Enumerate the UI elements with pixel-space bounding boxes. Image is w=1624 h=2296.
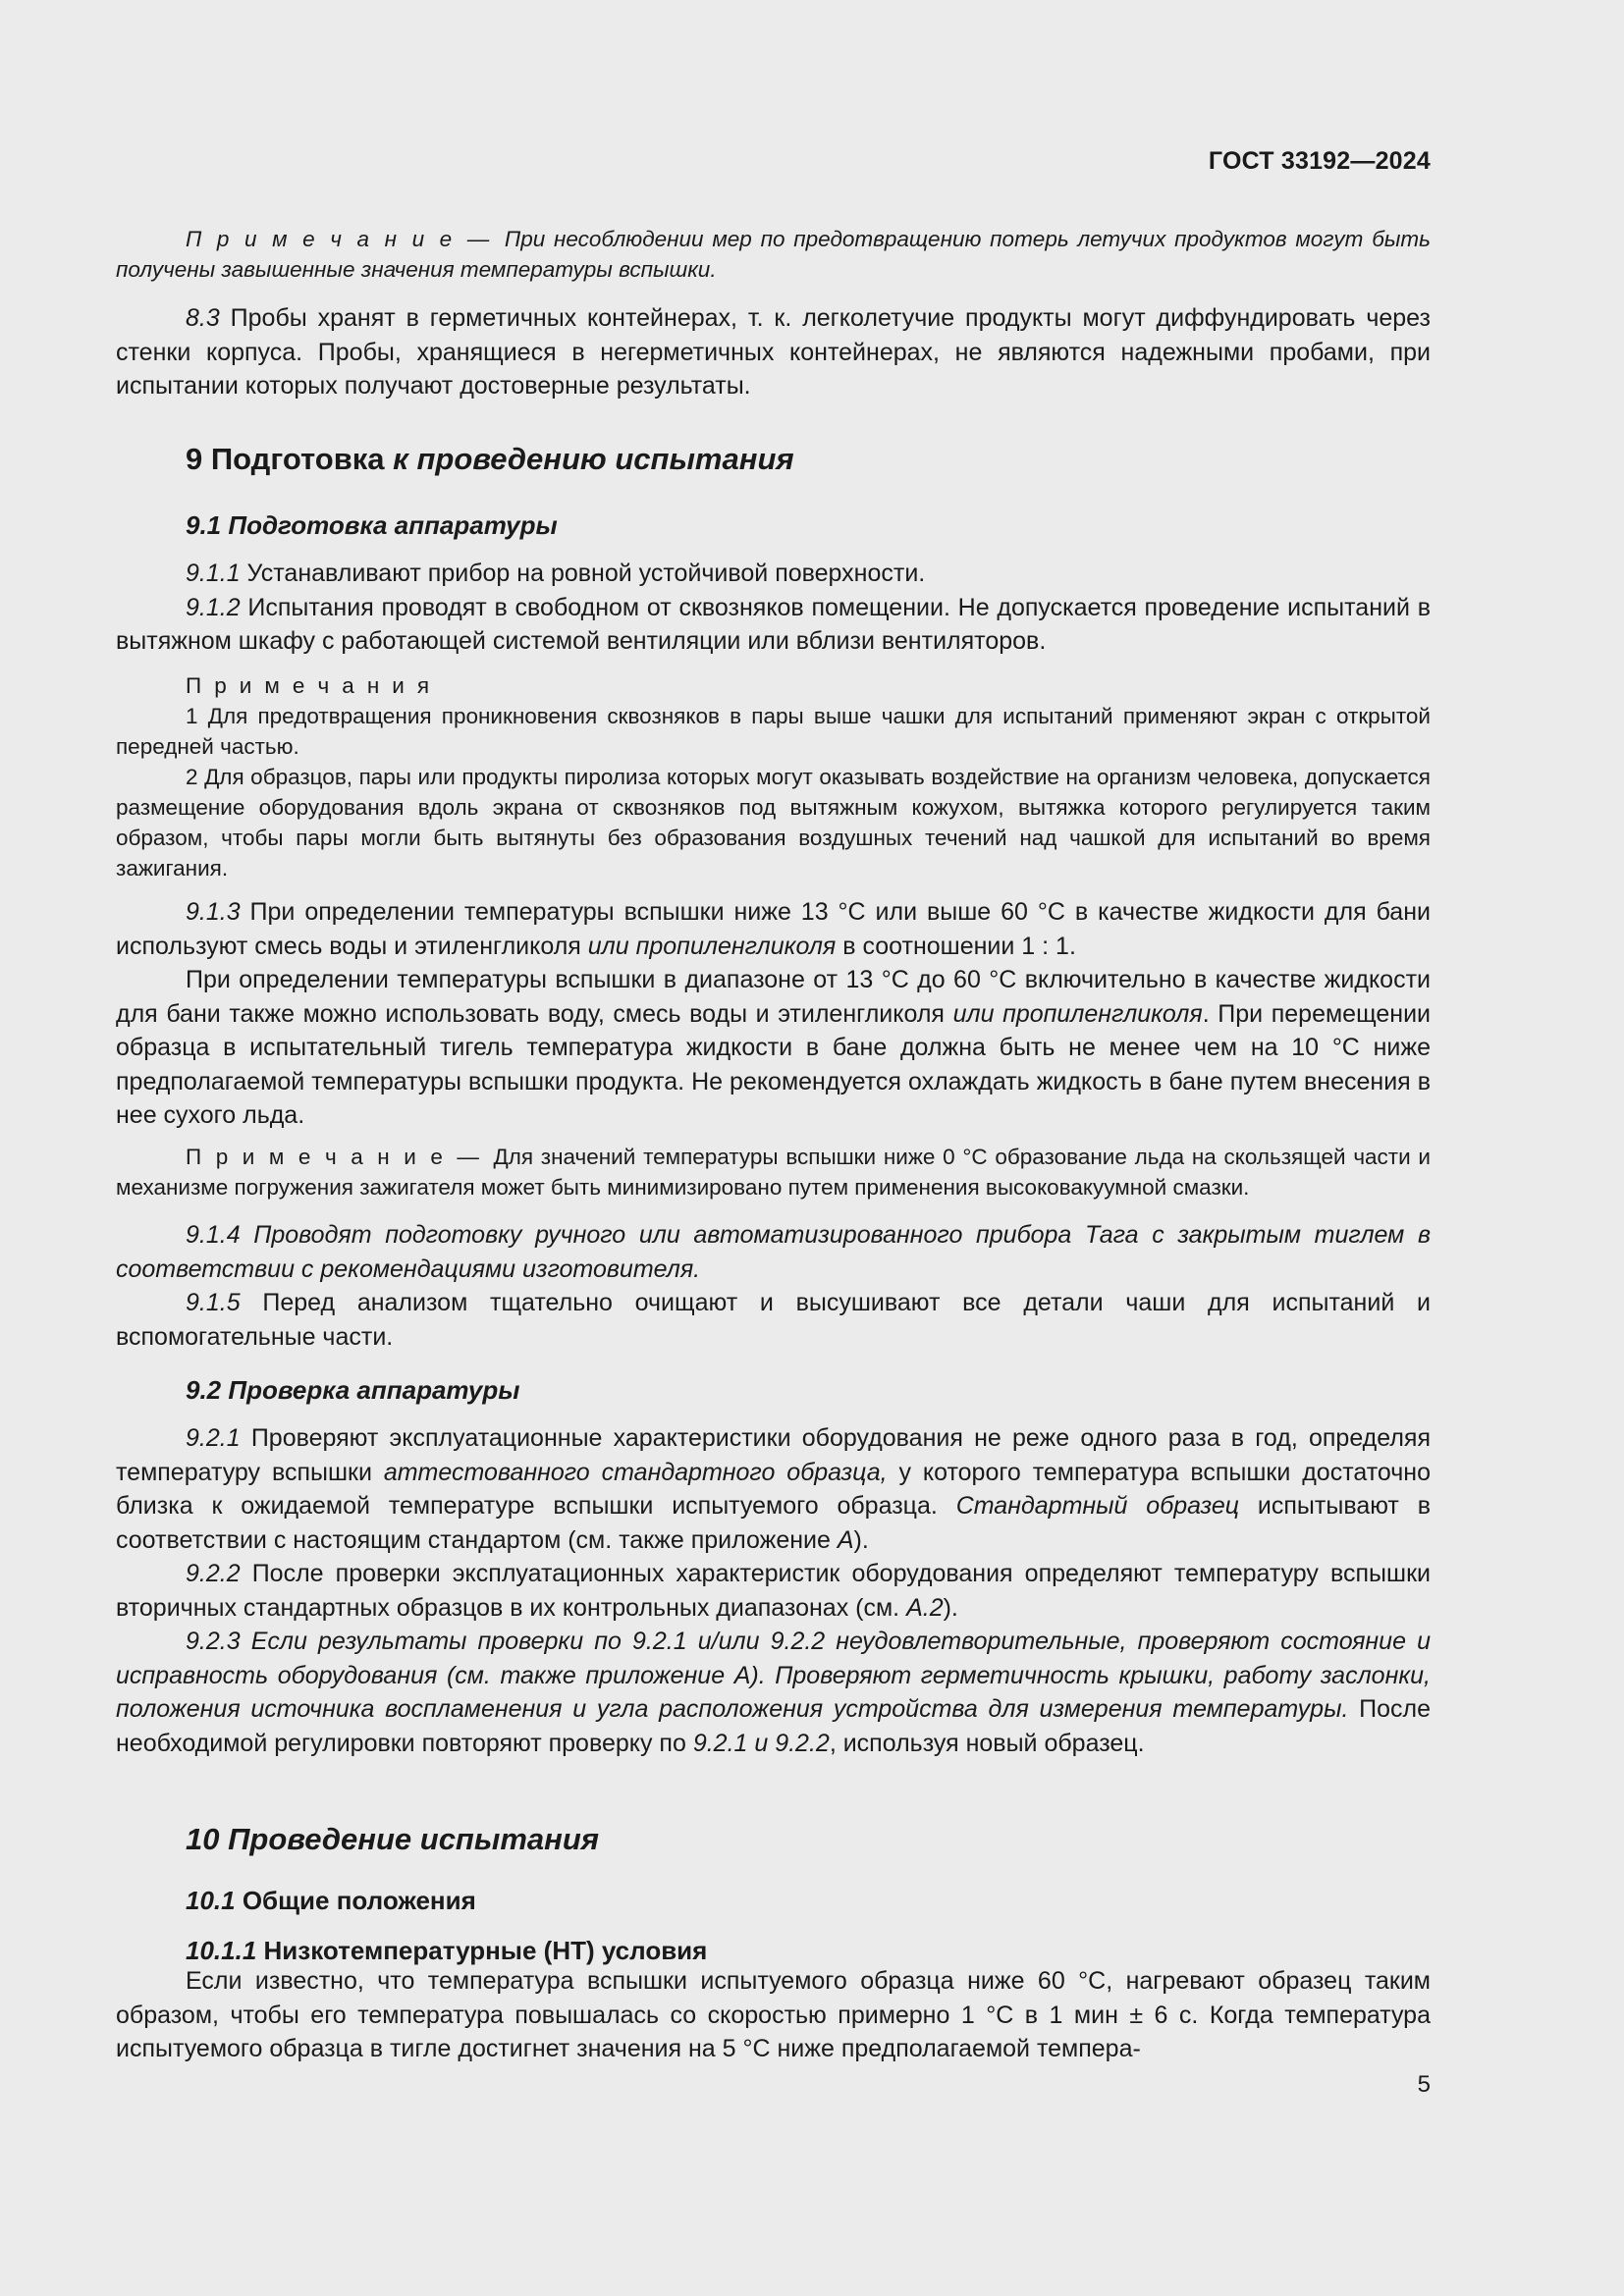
paragraph-9-1-3: 9.1.3 При определении температуры вспышки ниже 13 °С или выше 60 °С в качестве жидкости для бани используют смесь воды и этиленгликоля или пропиленгликоля в соотношении 1 : 1. При определении температуры вспышки в диапазоне от 13 °С до 60 °С включительно в качестве жидкости для бани также можно использовать воду, смесь воды и этиленгликоля или пропиленгликоля. При перемещении образца в испытательный тигель температура жидкости в бане должна быть не менее чем на 10 °С ниже предполагаемой температуры вспышки продукта. Не рекомендуется охлаждать жидкость в бане путем внесения в нее сухого льда. <box>116 898 1431 1129</box>
page-number: 5 <box>1417 2071 1431 2098</box>
section-10-heading: 10 Проведение испытания <box>186 1822 600 1856</box>
paragraph-9-1-4-5: 9.1.4 Проводят подготовку ручного или автоматизированного прибора Тага с закрытым тиглем в соответствии с рекомендациями изготовителя. 9.1.5 Перед анализом тщательно очищают и высушивают все детали чаши для испытаний и вспомогательные части. <box>116 1221 1431 1351</box>
paragraph-8-3: 8.3 Пробы хранят в герметичных контейнерах, т. к. легколетучие продукты могут диффундировать через стенки корпуса. Пробы, хранящиеся в негерметичных контейнерах, не являются надежными пробами, при испытании которых получают достоверные результаты. <box>116 304 1431 400</box>
section-9-2-heading: 9.2 Проверка аппаратуры <box>186 1375 520 1405</box>
paragraph-9-2: 9.2.1 Проверяют эксплуатационные характеристики оборудования не реже одного раза в год, определяя температуру вспышки аттестованного стандартного образца, у которого температура вспышки достаточно близка к ожидаемой температуре вспышки испытуемого образца. Стандартный образец испытывают в соответствии с настоящим стандартом (см. также приложение А). 9.2.2 После проверки эксплуатационных характеристик оборудования определяют температуру вспышки вторичных стандартных образцов в их контрольных диапазонах (см. А.2). 9.2.3 Если результаты проверки по 9.2.1 и/или 9.2.2 неудовлетворительные, проверяют состояние и исправность оборудования (см. также приложение А). Проверяют герметичность крышки, работу заслонки, положения источника воспламенения и угла расположения устройства для измерения температуры. После необходимой регулировки повторяют проверку по 9.2.1 и 9.2.2, используя новый образец. <box>116 1424 1431 1757</box>
paragraph-9-1-1-2: 9.1.1 Устанавливают прибор на ровной устойчивой поверхности. 9.1.2 Испытания проводят в свободном от сквозняков помещении. Не допускается проведение испытаний в вытяжном шкафу с работающей системой вентиляции или вблизи вентиляторов. <box>116 560 1431 655</box>
document-header: ГОСТ 33192—2024 <box>1208 147 1431 175</box>
note-top: П р и м е ч а н и е — При несоблюдении мер по предотвращению потерь летучих продуктов могут быть получены завышенные значения температуры вспышки. <box>116 227 1431 282</box>
notes-9-1-2: П р и м е ч а н и я 1 Для предотвращения проникновения сквозняков в пары выше чашки для испытаний применяют экран с открытой передней частью. 2 Для образцов, пары или продукты пиролиза которых могут оказывать воздействие на организм человека, допускается размещение оборудования вдоль экрана от сквозняков под вытяжным кожухом, вытяжка которого регулируется таким образом, чтобы пары могли быть вытянуты без образования воздушных течений над чашкой для испытаний во время зажигания. <box>116 673 1431 881</box>
section-9-1-heading: 9.1 Подготовка аппаратуры <box>186 510 558 540</box>
paragraph-10-1-1: Если известно, что температура вспышки испытуемого образца ниже 60 °С, нагревают образец таким образом, чтобы его температура повышалась со скоростью примерно 1 °С в 1 мин ± 6 с. Когда температура испытуемого образца в тигле достигнет значения на 5 °С ниже предполагаемой темпера- <box>116 1967 1431 2062</box>
section-10-1-heading: 10.1 Общие положения <box>186 1886 476 1915</box>
section-10-1-1-heading: 10.1.1 Низкотемпературные (НТ) условия <box>186 1936 708 1965</box>
note-9-1-3: П р и м е ч а н и е — Для значений температуры вспышки ниже 0 °С образование льда на скользящей части и механизме погружения зажигателя может быть минимизировано путем применения высоковакуумной смазки. <box>116 1145 1431 1200</box>
section-9-heading: 9 Подготовка к проведению испытания <box>186 442 794 476</box>
